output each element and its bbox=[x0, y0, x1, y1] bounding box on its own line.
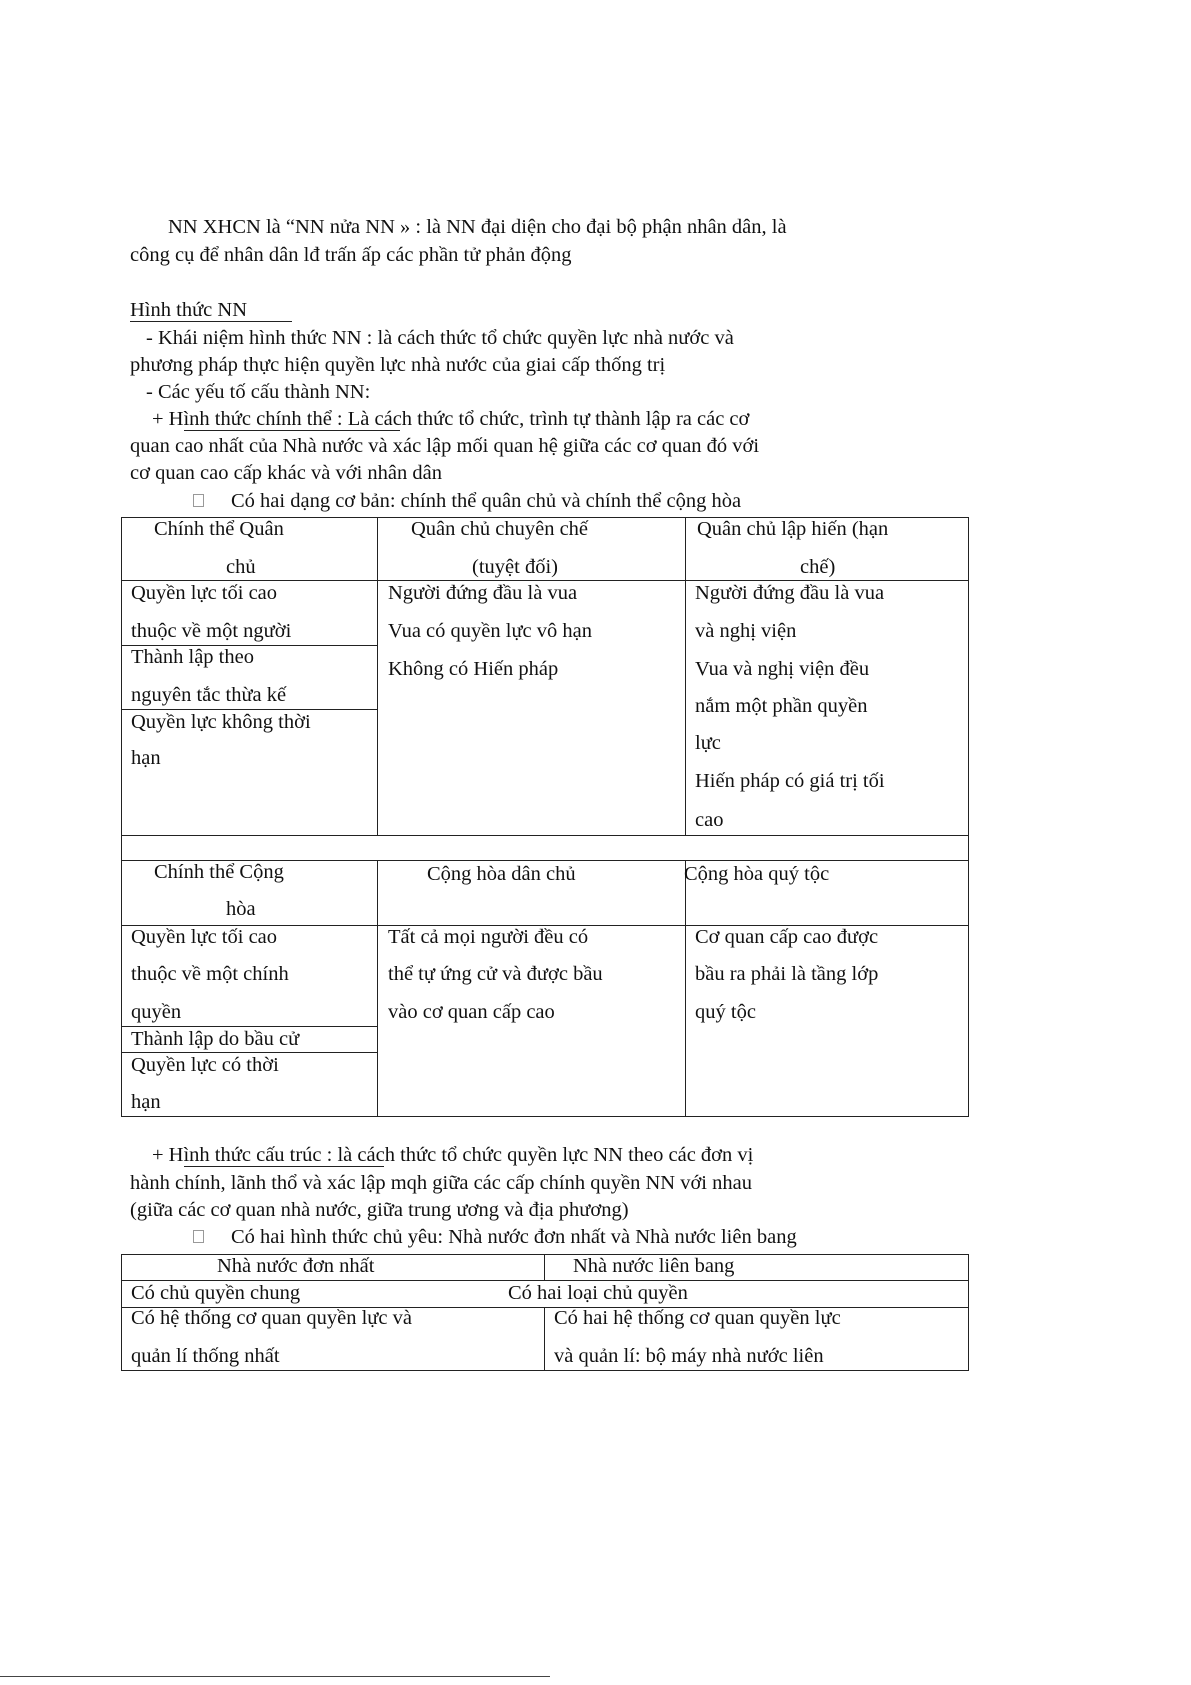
table-divider bbox=[685, 860, 686, 1116]
table-cell: lực bbox=[695, 732, 721, 754]
intro-line-1: NN XHCN là “NN nửa NN » : là NN đại diện cho đại bộ phận nhân dân, là bbox=[168, 216, 787, 238]
chinh-the-line-1: + Hình thức chính thể : Là cách thức tổ chức, trình tự thành lập ra các cơ bbox=[152, 408, 750, 430]
chinh-the-line-2: quan cao nhất của Nhà nước và xác lập mối quan hệ giữa các cơ quan đó với bbox=[130, 435, 760, 457]
table-cell: Có chủ quyền chung bbox=[131, 1282, 301, 1304]
intro-line-2: công cụ để nhân dân lđ trấn ấp các phần tử phản động bbox=[130, 244, 572, 266]
table-divider bbox=[544, 1307, 545, 1370]
definition-line-2: phương pháp thực hiện quyền lực nhà nước của giai cấp thống trị bbox=[130, 354, 666, 376]
cau-truc-bullet: Có hai hình thức chủ yêu: Nhà nước đơn nhất và Nhà nước liên bang bbox=[231, 1226, 797, 1248]
table-cell: Có hai hệ thống cơ quan quyền lực bbox=[554, 1307, 841, 1329]
header-cell: Cộng hòa quý tộc bbox=[684, 863, 830, 885]
table-cell: quyền bbox=[131, 1001, 182, 1023]
header-cell: chủ bbox=[226, 556, 256, 578]
cau-truc-line-2: hành chính, lãnh thổ và xác lập mqh giữa các cấp chính quyền NN với nhau bbox=[130, 1172, 752, 1194]
table-cell: Vua có quyền lực vô hạn bbox=[388, 620, 592, 642]
table-cell: vào cơ quan cấp cao bbox=[388, 1001, 555, 1023]
table-cell: Có hệ thống cơ quan quyền lực và bbox=[131, 1307, 412, 1329]
table-cell: và quản lí: bộ máy nhà nước liên bbox=[554, 1345, 824, 1367]
table-cell: Thành lập do bầu cử bbox=[131, 1028, 300, 1050]
table-cell: Quyền lực có thời bbox=[131, 1054, 279, 1076]
table-cell: Hiến pháp có giá trị tối bbox=[695, 770, 885, 792]
table-cell: quản lí thống nhất bbox=[131, 1345, 280, 1367]
page-bottom-rule bbox=[0, 1676, 550, 1677]
bullet-box-icon bbox=[193, 494, 204, 507]
header-cell: Quân chủ lập hiến (hạn bbox=[697, 518, 889, 540]
section-heading-underline bbox=[130, 321, 292, 322]
table-cell: hạn bbox=[131, 1091, 161, 1113]
table-cell: thuộc về một chính bbox=[131, 963, 289, 985]
table-divider bbox=[377, 860, 378, 1116]
table-cell: Thành lập theo bbox=[131, 646, 254, 668]
table-cell: thể tự ứng cử và được bầu bbox=[388, 963, 603, 985]
cau-truc-line-3: (giữa các cơ quan nhà nước, giữa trung ương và địa phương) bbox=[130, 1199, 629, 1221]
chinh-the-line-3: cơ quan cao cấp khác và với nhân dân bbox=[130, 462, 442, 484]
cau-truc-line-1: + Hình thức cấu trúc : là cách thức tổ chức quyền lực NN theo các đơn vị bbox=[152, 1144, 754, 1166]
table-cell: Quyền lực không thời bbox=[131, 711, 311, 733]
table-cell: Quyền lực tối cao bbox=[131, 582, 278, 604]
header-cell: Quân chủ chuyên chế bbox=[411, 518, 589, 540]
table-cell: Cơ quan cấp cao được bbox=[695, 926, 879, 948]
chinh-the-underline bbox=[184, 430, 400, 431]
header-cell: chế) bbox=[800, 556, 836, 578]
bullet-box-icon bbox=[193, 1230, 204, 1243]
header-cell: (tuyệt đối) bbox=[472, 556, 558, 578]
table-spacer-row bbox=[121, 835, 969, 861]
header-cell: Nhà nước liên bang bbox=[573, 1255, 735, 1277]
table-cell: hạn bbox=[131, 747, 161, 769]
table-divider bbox=[544, 1254, 545, 1280]
table-divider bbox=[685, 517, 686, 835]
table-cell: Quyền lực tối cao bbox=[131, 926, 278, 948]
table-cell: cao bbox=[695, 809, 724, 831]
header-cell: Chính thể Quân bbox=[154, 518, 284, 540]
table-cell: Vua và nghị viện đều bbox=[695, 658, 870, 680]
header-cell: Nhà nước đơn nhất bbox=[217, 1255, 375, 1277]
table-cell: nắm một phần quyền bbox=[695, 695, 868, 717]
cau-truc-underline bbox=[184, 1166, 384, 1167]
definition-line-1: - Khái niệm hình thức NN : là cách thức tổ chức quyền lực nhà nước và bbox=[146, 327, 734, 349]
table-cell: Người đứng đầu là vua bbox=[388, 582, 578, 604]
table-cell: thuộc về một người bbox=[131, 620, 292, 642]
header-cell: Cộng hòa dân chủ bbox=[427, 863, 576, 885]
header-cell: hòa bbox=[226, 898, 256, 920]
table-cell: Người đứng đầu là vua bbox=[695, 582, 885, 604]
table-cell: nguyên tắc thừa kế bbox=[131, 684, 287, 706]
definition-line-3: - Các yếu tố cấu thành NN: bbox=[146, 381, 371, 403]
table-cell: và nghị viện bbox=[695, 620, 797, 642]
table-cell: Có hai loại chủ quyền bbox=[508, 1282, 688, 1304]
table-cell: Không có Hiến pháp bbox=[388, 658, 559, 680]
table-cell: Tất cả mọi người đều có bbox=[388, 926, 589, 948]
header-cell: Chính thể Cộng bbox=[154, 861, 284, 883]
chinh-the-bullet: Có hai dạng cơ bản: chính thể quân chủ và chính thể cộng hòa bbox=[231, 490, 742, 512]
table-divider bbox=[377, 517, 378, 835]
section-heading: Hình thức NN bbox=[130, 299, 248, 321]
table-cell: bầu ra phải là tầng lớp bbox=[695, 963, 879, 985]
table-cell: quý tộc bbox=[695, 1001, 756, 1023]
